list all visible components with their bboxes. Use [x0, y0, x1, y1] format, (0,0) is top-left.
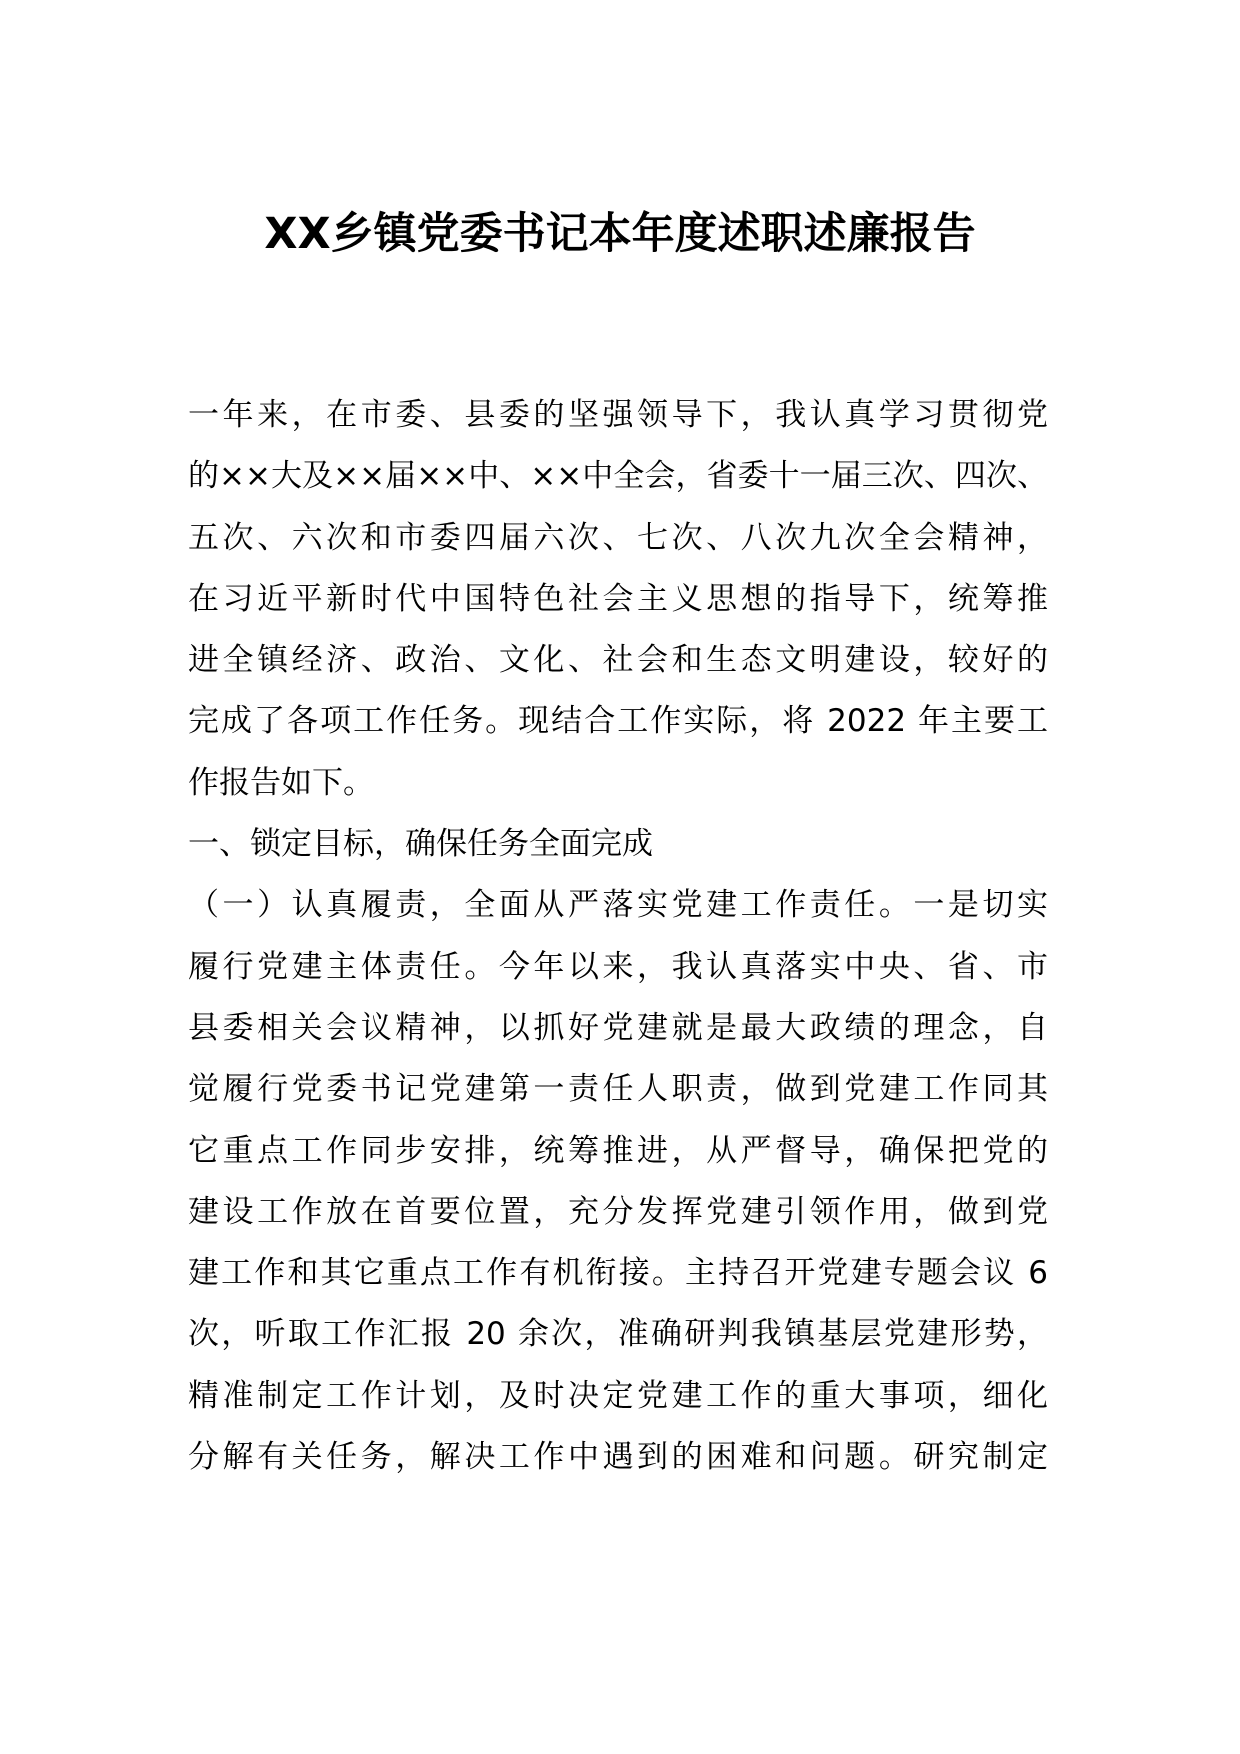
subsection-paragraph — [188, 875, 1048, 1488]
text-line: 的××大及××届××中、××中全会，省委十一届三次、四次、 — [188, 458, 1048, 495]
text-line: 作报告如下。 — [188, 764, 374, 801]
text-line: 分解有关任务，解决工作中遇到的困难和问题。研究制定 — [188, 1439, 1048, 1476]
text-line: 县委相关会议精神，以抓好党建就是最大政绩的理念，自 — [188, 1009, 1048, 1046]
text-line: （一）认真履责，全面从严落实党建工作责任。一是切实 — [188, 887, 1048, 924]
text-line: 履行党建主体责任。今年以来，我认真落实中央、省、市 — [188, 948, 1048, 985]
text-line: 进全镇经济、政治、文化、社会和生态文明建设，较好的 — [188, 642, 1048, 679]
document-body — [188, 385, 1048, 1488]
intro-paragraph — [188, 385, 1048, 814]
text-line: 五次、六次和市委四届六次、七次、八次九次全会精神， — [188, 519, 1048, 556]
text-line: 建工作和其它重点工作有机衔接。主持召开党建专题会议 6 — [188, 1255, 1048, 1292]
text-line: 在习近平新时代中国特色社会主义思想的指导下，统筹推 — [188, 580, 1048, 617]
section-1-heading: 一、锁定目标，确保任务全面完成 — [188, 826, 653, 863]
text-line: 建设工作放在首要位置，充分发挥党建引领作用，做到党 — [188, 1193, 1048, 1230]
text-line: 它重点工作同步安排，统筹推进，从严督导，确保把党的 — [188, 1132, 1048, 1169]
text-line: 次，听取工作汇报 20 余次，准确研判我镇基层党建形势， — [188, 1316, 1048, 1353]
text-line: 觉履行党委书记党建第一责任人职责，做到党建工作同其 — [188, 1071, 1048, 1108]
text-line: 一年来，在市委、县委的坚强领导下，我认真学习贯彻党 — [188, 397, 1048, 433]
section-heading — [188, 814, 1048, 875]
text-line: 完成了各项工作任务。现结合工作实际，将 2022 年主要工 — [188, 703, 1048, 740]
text-line: 精准制定工作计划，及时决定党建工作的重大事项，细化 — [188, 1377, 1048, 1414]
document-title: XX乡镇党委书记本年度述职述廉报告 — [264, 209, 976, 259]
